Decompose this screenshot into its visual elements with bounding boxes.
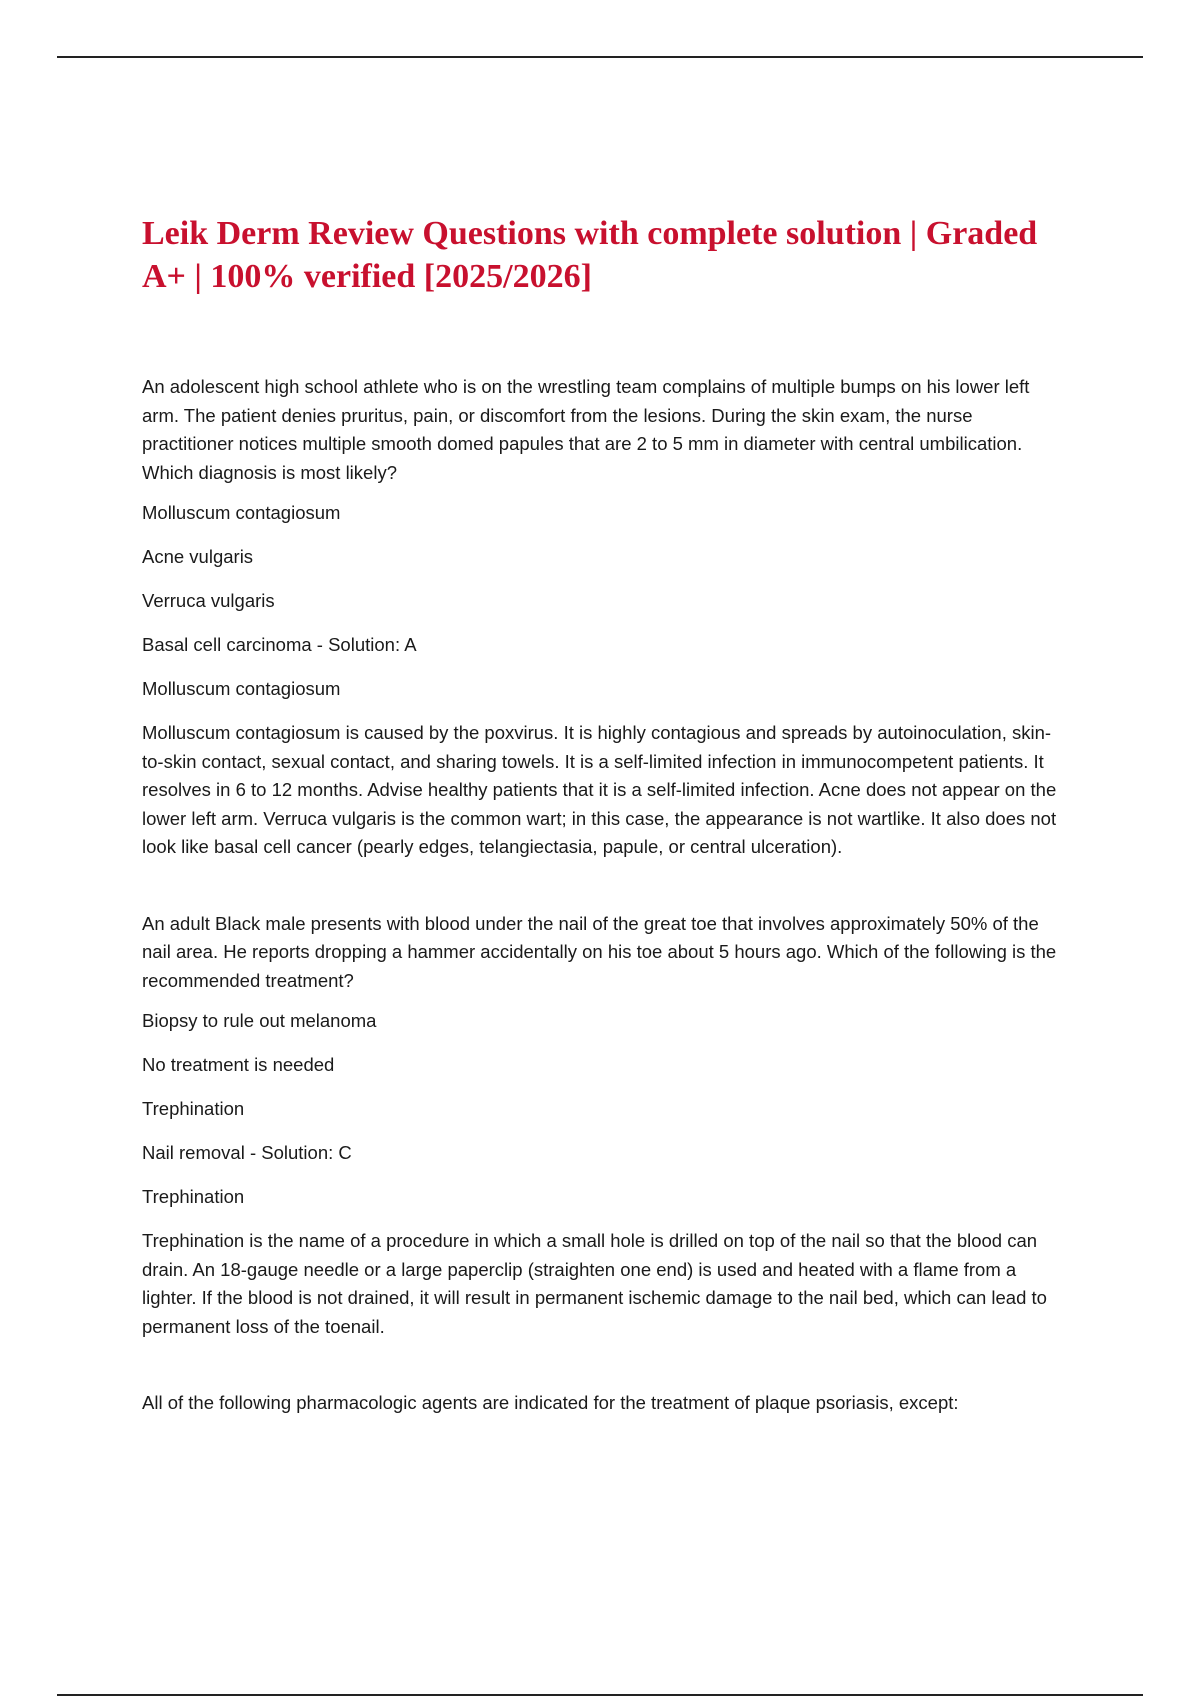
answer-option: Molluscum contagiosum	[142, 502, 341, 523]
answer-explanation: Molluscum contagiosum is caused by the poxvirus. It is highly contagious and spreads by autoinoculation, skin-to-skin contact, sexual contact, and sharing towels. It is a self-limited infection in immunocompetent patients. It resolves in 6 to 12 months. Advise healthy patients that it is a self-limited infection. Acne does not appear on the lower left arm. Verruca vulgaris is the common wart; in this case, the appearance is not wartlike. It also does not look like basal cell cancer (pearly edges, telangiectasia, papule, or central ulceration).	[142, 722, 1057, 857]
bottom-rule	[57, 1694, 1143, 1696]
question-text: An adult Black male presents with blood under the nail of the great toe that involves approximately 50% of the nail area. He reports dropping a hammer accidentally on his toe about 5 hours ago. Which of the following is the recommended treatment?	[142, 912, 1057, 991]
answer-option: Basal cell carcinoma - Solution: A	[142, 634, 417, 655]
answer-option: Trephination	[142, 1098, 245, 1119]
correct-answer: Trephination	[142, 1186, 245, 1207]
answer-explanation: Trephination is the name of a procedure in which a small hole is drilled on top of the nail so that the blood can drain. An 18-gauge needle or a large paperclip (straighten one end) is used and heated with a flame from a lighter. If the blood is not drained, it will result in permanent ischemic damage to the nail bed, which can lead to permanent loss of the toenail.	[142, 1230, 1047, 1337]
question-3	[142, 1389, 1062, 1418]
question-2	[142, 910, 1062, 1342]
question-text: An adolescent high school athlete who is on the wrestling team complains of multiple bumps on his lower left arm. The patient denies pruritus, pain, or discomfort from the lesions. During the skin exam, the nurse practitioner notices multiple smooth domed papules that are 2 to 5 mm in diameter with central umbilication. Which diagnosis is most likely?	[142, 376, 1030, 483]
document-title: Leik Derm Review Questions with complete solution | Graded A+ | 100% verified [2025/2026]	[142, 215, 1038, 295]
top-rule	[57, 56, 1143, 58]
correct-answer: Molluscum contagiosum	[142, 678, 341, 699]
answer-option: Nail removal - Solution: C	[142, 1142, 352, 1163]
answer-option: No treatment is needed	[142, 1054, 335, 1075]
question-text: All of the following pharmacologic agents are indicated for the treatment of plaque psoriasis, except:	[142, 1392, 959, 1413]
answer-option: Biopsy to rule out melanoma	[142, 1010, 377, 1031]
answer-option: Verruca vulgaris	[142, 590, 275, 611]
question-1	[142, 373, 1062, 862]
answer-option: Acne vulgaris	[142, 546, 254, 567]
document-body	[142, 212, 1062, 1430]
